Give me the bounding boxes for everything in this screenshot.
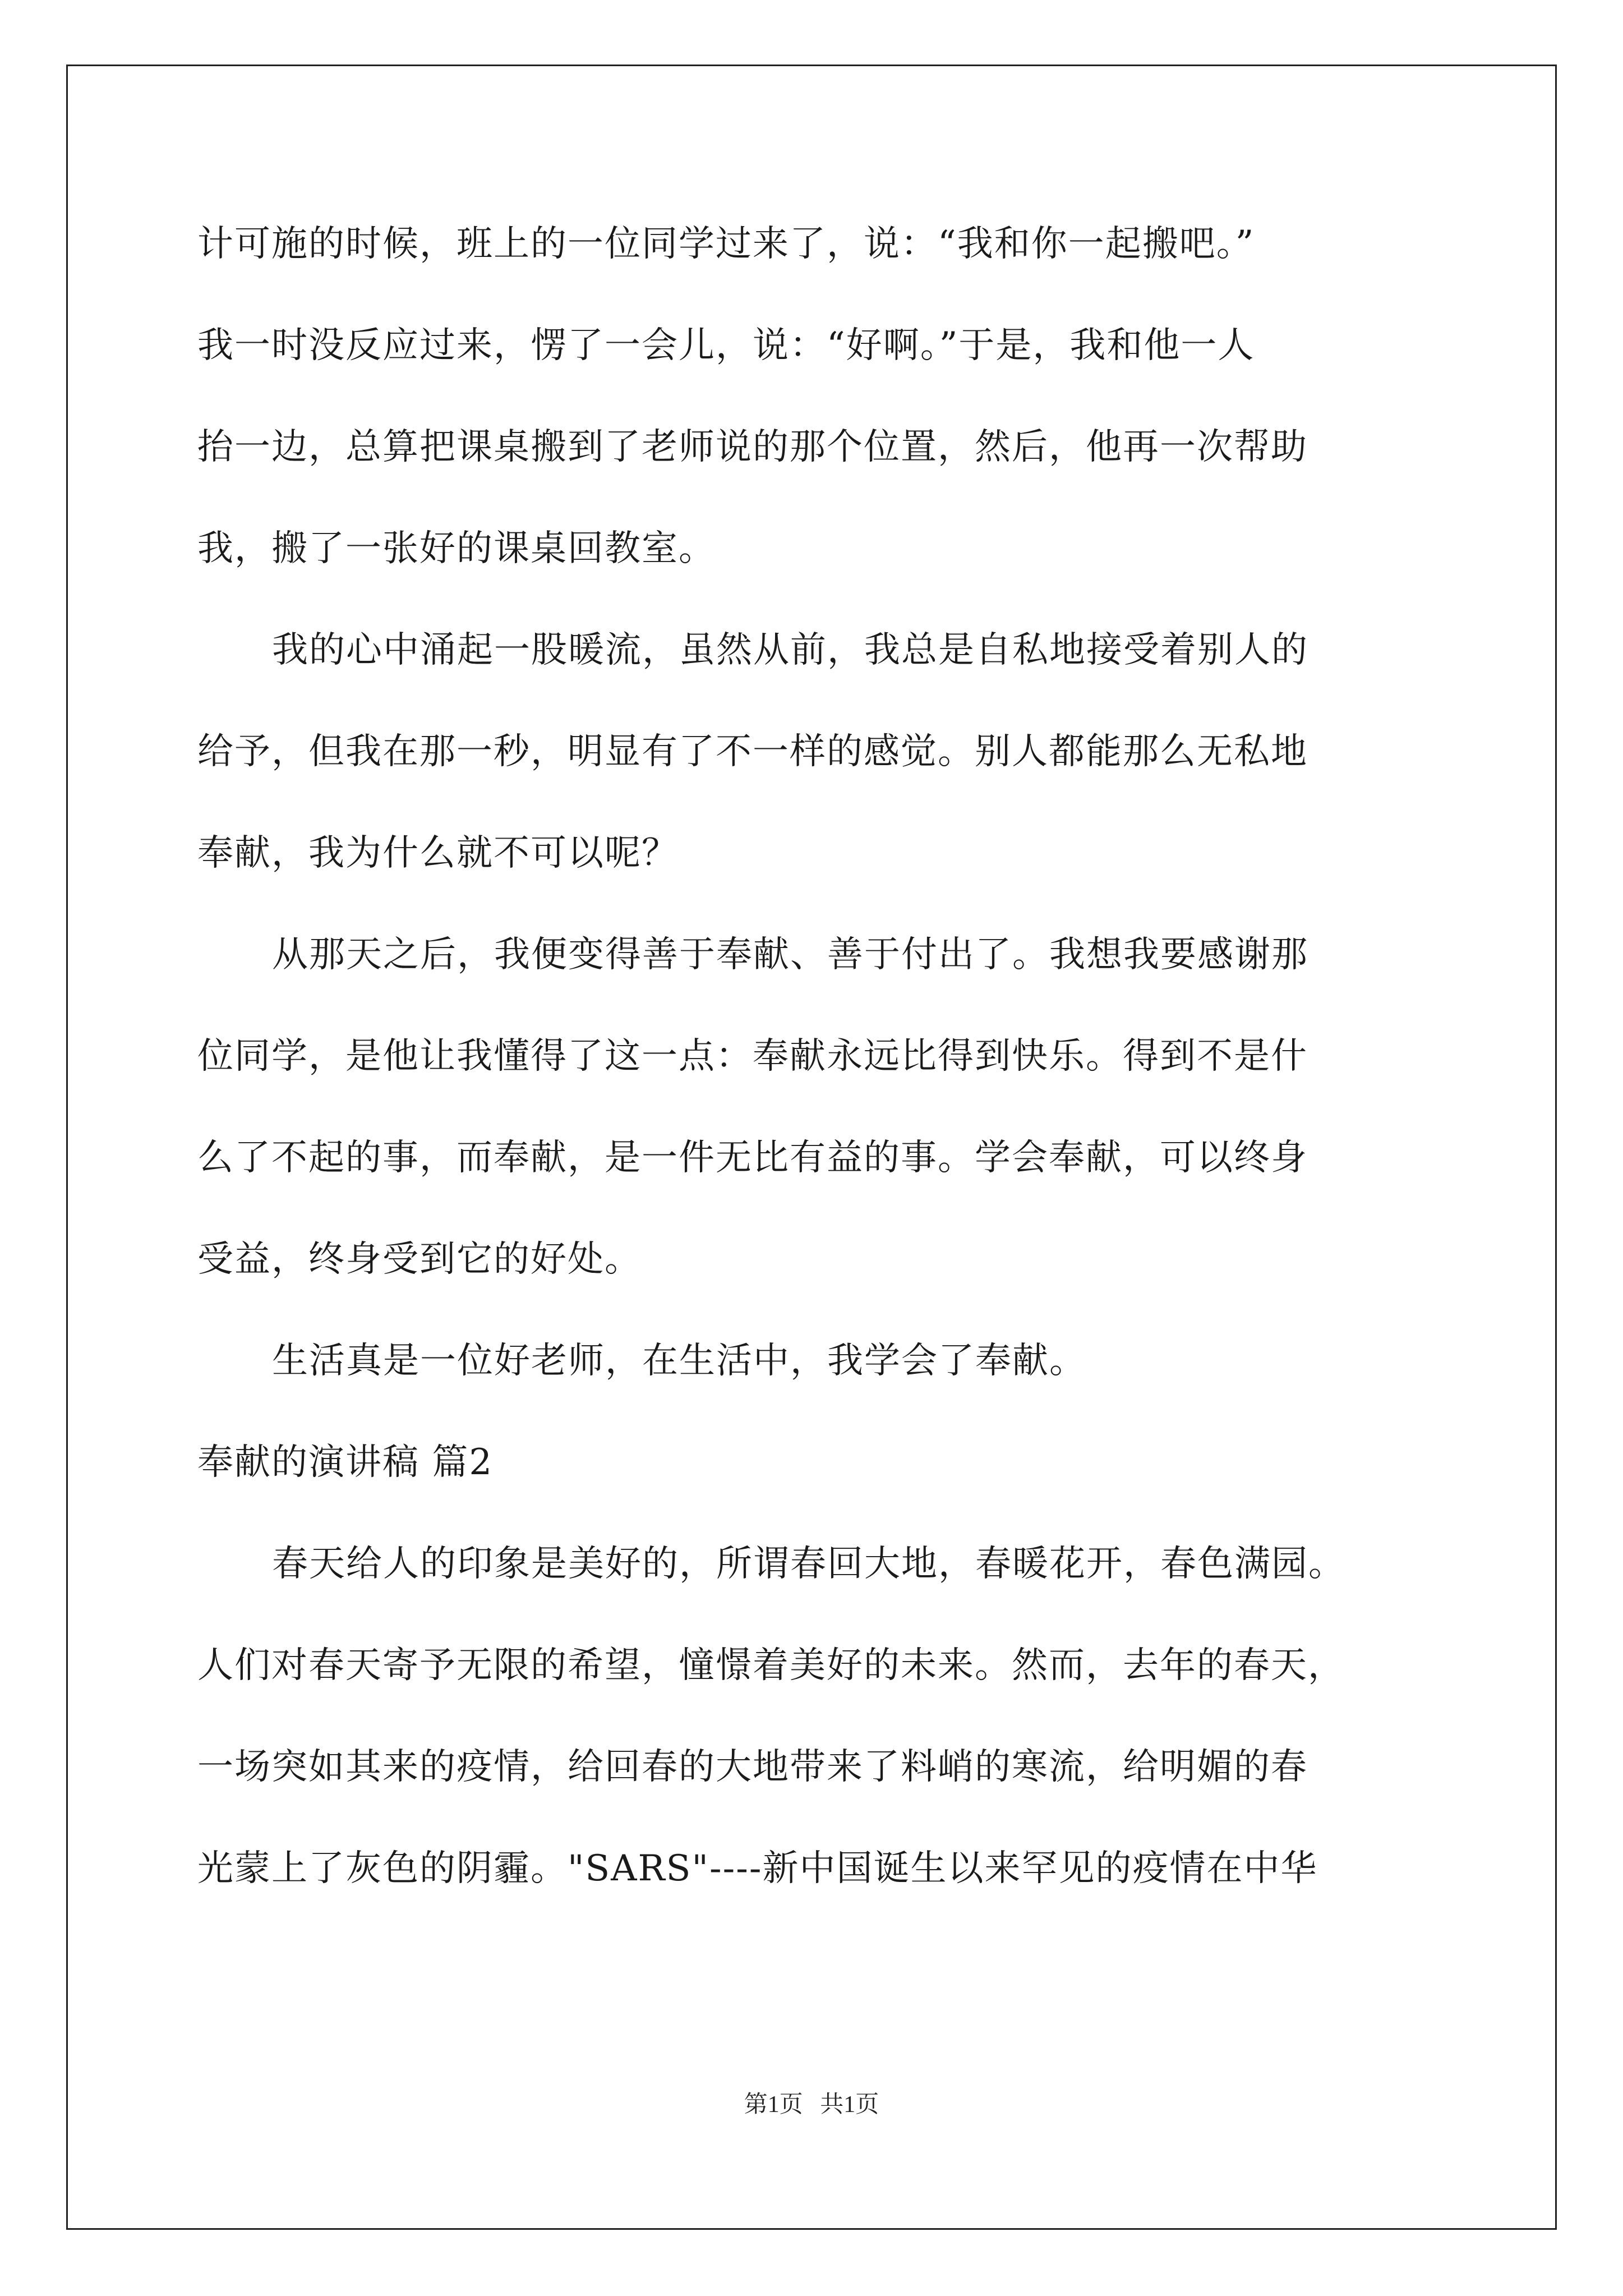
- text-line: 我一时没反应过来，愣了一会儿，说：“好啊。”于是，我和他一人: [197, 325, 1255, 366]
- document-body: [197, 194, 1442, 1920]
- paragraph-start-line: 生活真是一位好老师，在生活中，我学会了奉献。: [272, 1340, 1086, 1382]
- text-line: 么了不起的事，而奉献，是一件无比有益的事。学会奉献，可以终身: [197, 1137, 1308, 1179]
- paragraph-start-line: 春天给人的印象是美好的，所谓春回大地，春暖花开，春色满园。: [272, 1543, 1345, 1585]
- page-number-footer: 第1页 共1页: [744, 2092, 879, 2118]
- text-line: 受益，终身受到它的好处。: [197, 1239, 642, 1280]
- text-line: 奉献，我为什么就不可以呢？: [197, 832, 679, 874]
- text-line: 抬一边，总算把课桌搬到了老师说的那个位置，然后，他再一次帮助: [197, 426, 1308, 468]
- text-line: 计可施的时候，班上的一位同学过来了，说：“我和你一起搬吧。”: [197, 223, 1255, 265]
- text-line: 我，搬了一张好的课桌回教室。: [197, 528, 716, 569]
- text-line: 人们对春天寄予无限的希望，憧憬着美好的未来。然而，去年的春天，: [197, 1645, 1345, 1686]
- paragraph-start-line: 从那天之后，我便变得善于奉献、善于付出了。我想我要感谢那: [272, 934, 1308, 976]
- section-heading: 奉献的演讲稿 篇2: [197, 1442, 494, 1483]
- text-line: 一场突如其来的疫情，给回春的大地带来了料峭的寒流，给明媚的春: [197, 1746, 1308, 1788]
- text-line: 位同学，是他让我懂得了这一点：奉献永远比得到快乐。得到不是什: [197, 1036, 1308, 1077]
- text-line: 光蒙上了灰色的阴霾。"SARS"----新中国诞生以来罕见的疫情在中华: [197, 1848, 1318, 1889]
- text-line: 给予，但我在那一秒，明显有了不一样的感觉。别人都能那么无私地: [197, 731, 1308, 772]
- paragraph-start-line: 我的心中涌起一股暖流，虽然从前，我总是自私地接受着别人的: [272, 629, 1308, 671]
